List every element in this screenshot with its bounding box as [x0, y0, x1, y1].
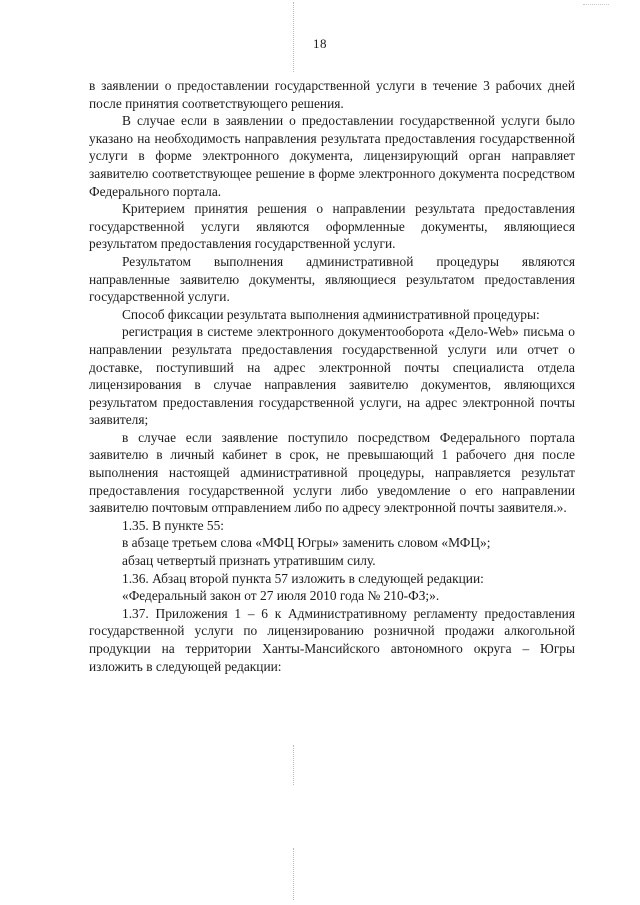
paragraph: в абзаце третьем слова «МФЦ Югры» заменить словом «МФЦ»;: [122, 535, 491, 551]
paragraph: 1.35. В пункте 55:: [122, 517, 225, 533]
paragraph: В случае если в заявлении о предоставлении государственной услуги было указано на необходимость направления результата предоставления государственной услуги в форме электронного документа, лицензирующий орган направляет заявителю соответствующее решение в форме электронного документа посредством Федерального портала.: [89, 113, 575, 199]
paragraph: абзац четвертый признать утратившим силу.: [122, 553, 376, 569]
paragraph: 1.36. Абзац второй пункта 57 изложить в следующей редакции:: [122, 570, 484, 586]
paragraph: в случае если заявление поступило посредством Федерального портала заявителю в личный кабинет в срок, не превышающий 1 рабочего дня после выполнения настоящей административной процедуры, направляется результат предоставления государственной услуги либо уведомление о его направлении заявителю почтовым отправлением либо по адресу электронной почты заявителя.».: [89, 429, 575, 516]
document-body: [89, 77, 575, 675]
paragraph: Результатом выполнения административной процедуры являются направленные заявителю документы, являющиеся результатом предоставления государственной услуги.: [89, 253, 575, 305]
paragraph: Способ фиксации результата выполнения административной процедуры:: [122, 306, 540, 322]
scan-artifact: [293, 745, 294, 785]
scan-artifact: [583, 4, 609, 5]
scan-artifact: [293, 848, 294, 900]
page-number: 18: [313, 36, 327, 51]
paragraph: «Федеральный закон от 27 июля 2010 года № 210-ФЗ;».: [122, 588, 440, 604]
paragraph: регистрация в системе электронного документооборота «Дело-Web» письма о направлении результата предоставления государственной услуги или отчет о доставке, поступивший на адрес электронной почты специалиста отдела лицензирования в случае направления заявителю документов, являющихся результатом предоставления государственной услуги, на адрес электронной почты заявителя;: [89, 324, 575, 428]
paragraph: Критерием принятия решения о направлении результата предоставления государственной услуги являются оформленные документы, являющиеся результатом предоставления государственной услуги.: [89, 201, 575, 252]
paragraph: 1.37. Приложения 1 – 6 к Административному регламенту предоставления государственной услуги по лицензированию розничной продажи алкогольной продукции на территории Ханты-Мансийского автономного округа – Югры изложить в следующей редакции:: [89, 605, 575, 674]
paragraph: в заявлении о предоставлении государственной услуги в течение 3 рабочих дней после принятия соответствующего решения.: [89, 78, 575, 111]
